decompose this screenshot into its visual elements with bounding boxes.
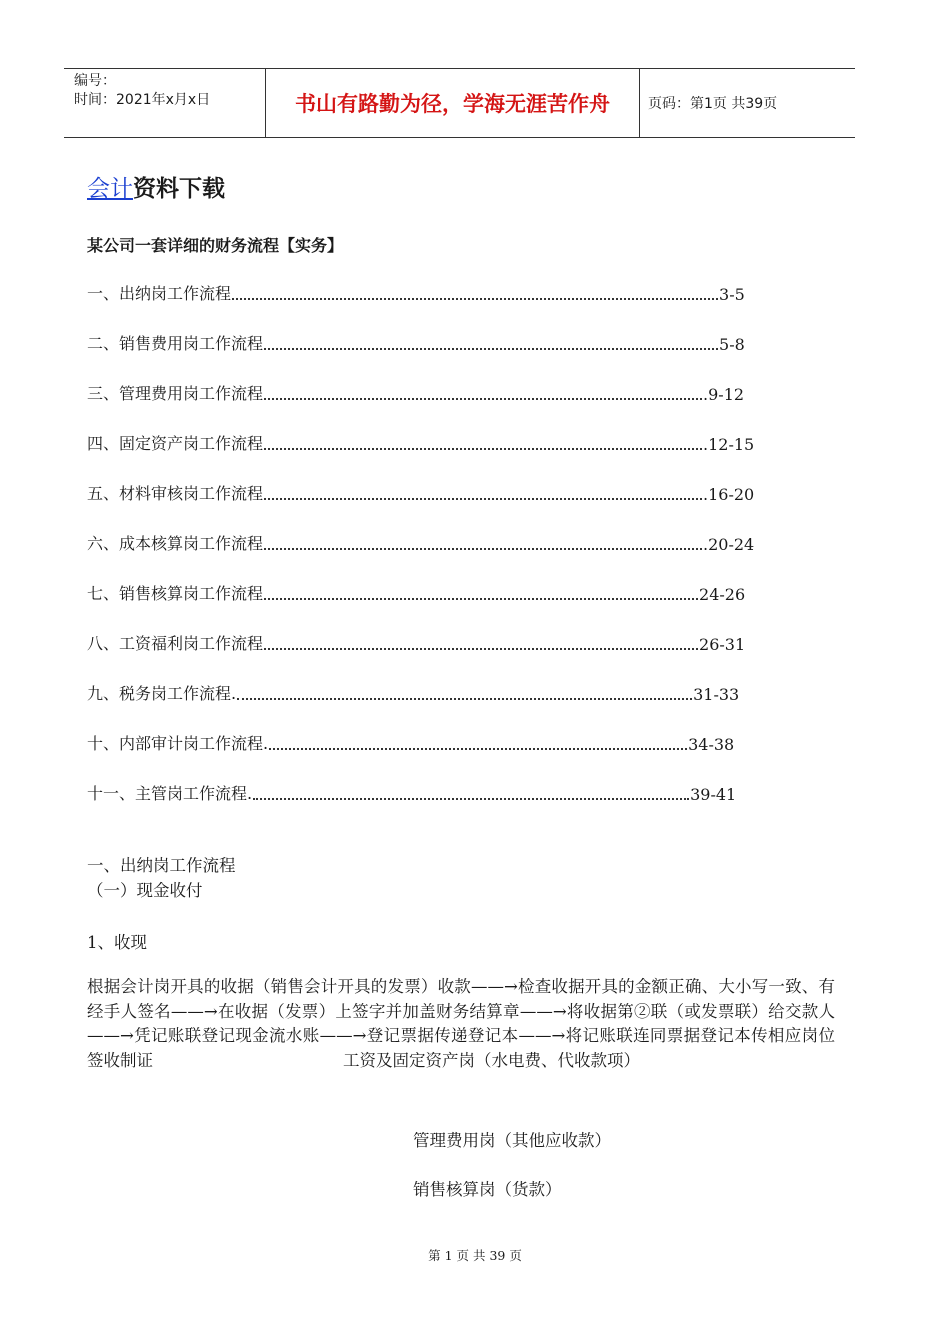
toc-label: 十、内部审计岗工作流程.	[87, 734, 269, 753]
subsection-heading: （一）现金收付	[87, 881, 203, 900]
header-number: 编号：	[74, 73, 116, 89]
toc-label: 八、工资福利岗工作流程	[87, 634, 264, 653]
toc-label: 一、出纳岗工作流程	[87, 284, 232, 303]
toc-pages: .9-12	[703, 385, 745, 404]
toc-label: 六、成本核算岗工作流程	[87, 534, 264, 553]
toc-leader	[237, 684, 692, 700]
title-link[interactable]: 会计	[87, 176, 133, 202]
sales-line: 销售核算岗（货款）	[413, 1180, 562, 1199]
toc-row[interactable]	[87, 580, 745, 604]
toc-row[interactable]	[87, 680, 739, 704]
toc-leader	[269, 734, 687, 750]
mgmt-fee-line: 管理费用岗（其他应收款）	[413, 1131, 611, 1150]
toc-leader	[232, 284, 718, 300]
toc-row[interactable]	[87, 380, 744, 404]
toc-pages: 5-8	[719, 335, 745, 354]
toc-row[interactable]	[87, 280, 745, 304]
toc-label: 五、材料审核岗工作流程	[87, 484, 264, 503]
toc-row[interactable]	[87, 730, 734, 754]
toc-leader	[264, 384, 702, 400]
toc-leader	[264, 434, 702, 450]
toc-label: 十一、主管岗工作流程.	[87, 784, 253, 803]
toc-row[interactable]	[87, 530, 754, 554]
toc-leader	[264, 484, 702, 500]
toc-row[interactable]	[87, 480, 754, 504]
header-page-info: 页码：第1页 共39页	[648, 96, 778, 112]
toc-pages: 31-33	[693, 685, 740, 704]
paragraph-main: 根据会计岗开具的收据（销售会计开具的发票）收款——→检查收据开具的金额正确、大小写一致、有经手人签名——→在收据（发票）上签字并加盖财务结算章——→将收据第②联（或发票联）给交款人——→凭记账联登记现金流水账——→登记票据传递登记本——→将记账联连同票据登记本传相应岗位签收制证	[87, 977, 835, 1070]
toc-leader	[264, 584, 698, 600]
toc-leader	[253, 784, 689, 800]
toc-leader	[264, 534, 702, 550]
header-motto: 书山有路勤为径，学海无涯苦作舟	[266, 69, 640, 137]
toc-label: 七、销售核算岗工作流程	[87, 584, 264, 603]
document-title	[87, 170, 225, 203]
toc-pages: .12-15	[703, 435, 755, 454]
item-heading: 1、收现	[87, 933, 147, 952]
header-meta-cell	[64, 69, 266, 137]
toc-label: 三、管理费用岗工作流程	[87, 384, 264, 403]
toc-label: 二、销售费用岗工作流程	[87, 334, 264, 353]
paragraph-tail: 工资及固定资产岗（水电费、代收款项）	[343, 1050, 640, 1070]
toc-pages: 34-38	[688, 735, 735, 754]
toc-pages: 3-5	[719, 285, 745, 304]
toc-row[interactable]	[87, 780, 736, 804]
document-subtitle: 某公司一套详细的财务流程【实务】	[87, 236, 344, 255]
toc-leader	[264, 634, 698, 650]
toc-label: 九、税务岗工作流程.	[87, 684, 237, 703]
toc-leader	[264, 334, 718, 350]
page-header	[64, 68, 855, 138]
toc-pages: .16-20	[703, 485, 755, 504]
body-paragraph	[87, 975, 835, 1073]
toc-row[interactable]	[87, 430, 754, 454]
toc-row[interactable]	[87, 630, 745, 654]
toc-pages: .20-24	[703, 535, 755, 554]
toc-pages: 24-26	[699, 585, 746, 604]
toc-label: 四、固定资产岗工作流程	[87, 434, 264, 453]
toc-pages: 39-41	[690, 785, 737, 804]
title-rest: 资料下载	[133, 176, 225, 202]
header-time: 时间：2021年x月x日	[74, 92, 211, 108]
section-heading: 一、出纳岗工作流程	[87, 856, 236, 875]
page-footer: 第 1 页 共 39 页	[428, 1248, 522, 1263]
toc-row[interactable]	[87, 330, 745, 354]
toc-pages: 26-31	[699, 635, 746, 654]
